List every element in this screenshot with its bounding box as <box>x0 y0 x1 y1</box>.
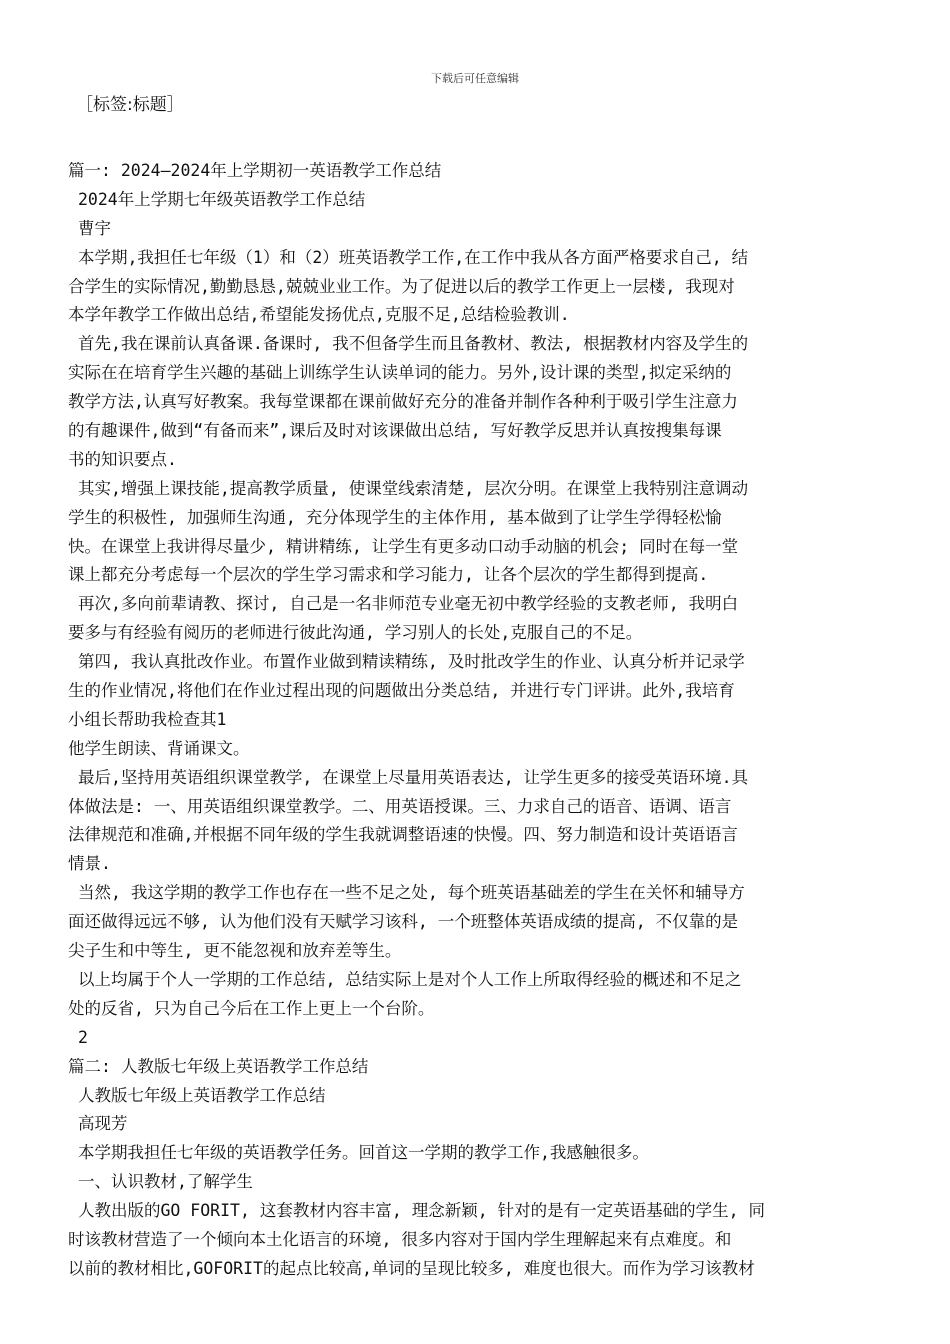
text-line: 本学年教学工作做出总结,希望能发扬优点,克服不足,总结检验教训. <box>68 305 570 325</box>
text-line: 篇二: 人教版七年级上英语教学工作总结 <box>68 1056 369 1076</box>
text-line: 2 <box>78 1027 88 1047</box>
text-line: 学生的积极性, 加强师生沟通, 充分体现学生的主体作用, 基本做到了让学生学得轻松愉 <box>68 507 722 527</box>
text-line: 合学生的实际情况,勤勤恳恳,兢兢业业工作。为了促进以后的教学工作更上一层楼, 我现对 <box>68 276 735 296</box>
text-line: 尖子生和中等生, 更不能忽视和放弃差等生。 <box>68 941 402 961</box>
text-line: 他学生朗读、背诵课文。 <box>68 738 250 758</box>
text-line: 要多与有经验有阅历的老师进行彼此沟通, 学习别人的长处,克服自己的不足。 <box>68 623 643 643</box>
text-line: 快。在课堂上我讲得尽量少, 精讲精练, 让学生有更多动口动手动脑的机会; 同时在每一堂 <box>68 536 739 556</box>
text-line: 高现芳 <box>78 1114 128 1134</box>
header-note: 下载后可任意编辑 <box>431 72 519 85</box>
text-line: 首先,我在课前认真备课.备课时, 我不但备学生而且备教材、教法, 根据教材内容及学生的 <box>78 334 749 354</box>
text-line: 人教版七年级上英语教学工作总结 <box>78 1085 326 1105</box>
text-line: 篇一: 2024—2024年上学期初一英语教学工作总结 <box>68 161 442 180</box>
text-line: 人教出版的GO FORIT, 这套教材内容丰富, 理念新颖, 针对的是有一定英语基础的学生, 同 <box>78 1201 765 1221</box>
text-line: 教学方法,认真写好教案。我每堂课都在课前做好充分的准备并制作各种利于吸引学生注意力 <box>68 392 738 412</box>
text-line: 2024年上学期七年级英语教学工作总结 <box>78 189 366 209</box>
tag-label: ［标签:标题］ <box>76 95 184 115</box>
text-line: 处的反省, 只为自己今后在工作上更上一个台阶。 <box>68 998 435 1018</box>
text-line: 以上均属于个人一学期的工作总结, 总结实际上是对个人工作上所取得经验的概述和不足之 <box>78 969 742 989</box>
document-body <box>68 157 882 1284</box>
text-line: 的有趣课件,做到“有备而来”,课后及时对该课做出总结, 写好教学反思并认真按搜集每课 <box>68 421 722 441</box>
text-line: 面还做得远远不够, 认为他们没有天赋学习该科, 一个班整体英语成绩的提高, 不仅靠的是 <box>68 912 739 932</box>
text-line: 本学期,我担任七年级（1）和（2）班英语教学工作,在工作中我从各方面严格要求自己, 结 <box>78 247 749 267</box>
text-line: 情景. <box>68 854 111 874</box>
text-line: 时该教材营造了一个倾向本土化语言的环境, 很多内容对于国内学生理解起来有点难度。和 <box>68 1229 732 1249</box>
text-line: 曹宇 <box>78 218 111 238</box>
text-line: 其实,增强上课技能,提高教学质量, 使课堂线索清楚, 层次分明。在课堂上我特别注意调动 <box>78 478 749 498</box>
text-line: 再次,多向前辈请教、探讨, 自己是一名非师范专业毫无初中教学经验的支教老师, 我明白 <box>78 594 739 614</box>
text-line: 法律规范和准确,并根据不同年级的学生我就调整语速的快慢。四、努力制造和设计英语语言 <box>68 825 738 845</box>
text-line: 第四, 我认真批改作业。布置作业做到精读精练, 及时批改学生的作业、认真分析并记录学 <box>78 652 745 672</box>
text-line: 最后,坚持用英语组织课堂教学, 在课堂上尽量用英语表达, 让学生更多的接受英语环境.具 <box>78 767 749 787</box>
text-line: 本学期我担任七年级的英语教学任务。回首这一学期的教学工作,我感触很多。 <box>78 1143 649 1163</box>
text-line: 当然, 我这学期的教学工作也存在一些不足之处, 每个班英语基础差的学生在关怀和辅导方 <box>78 883 745 903</box>
text-line: 体做法是: 一、用英语组织课堂教学。二、用英语授课。三、力求自己的语音、语调、语言 <box>68 796 732 816</box>
text-line: 实际在在培育学生兴趣的基础上训练学生认读单词的能力。另外,设计课的类型,拟定采纳的 <box>68 363 732 383</box>
text-line: 小组长帮助我检查其1 <box>68 709 227 729</box>
text-line: 书的知识要点. <box>68 449 177 469</box>
text-line: 课上都充分考虑每一个层次的学生学习需求和学习能力, 让各个层次的学生都得到提高. <box>68 565 709 585</box>
text-line: 生的作业情况,将他们在作业过程出现的问题做出分类总结, 并进行专门评讲。此外,我培育 <box>68 681 735 701</box>
text-line: 以前的教材相比,GOFORIT的起点比较高,单词的呈现比较多, 难度也很大。而作为学习该教材 <box>68 1258 755 1278</box>
text-line: 一、认识教材,了解学生 <box>78 1172 253 1192</box>
